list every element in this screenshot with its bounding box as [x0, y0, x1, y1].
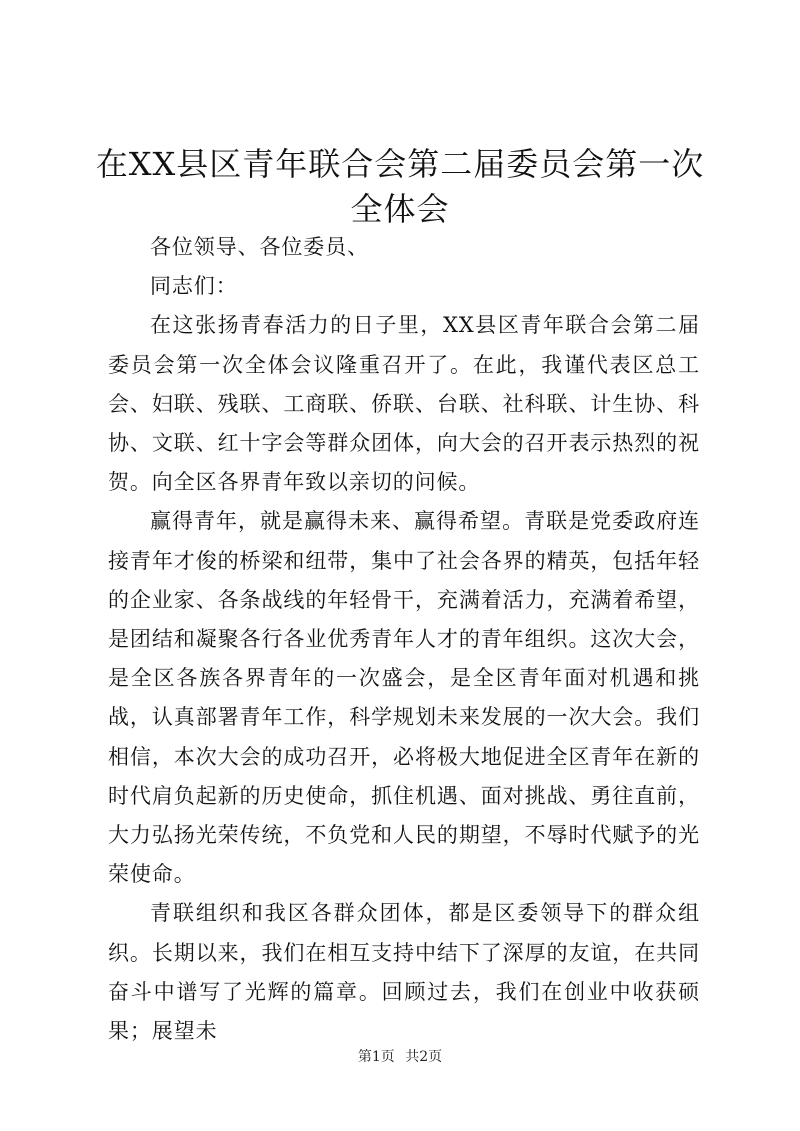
page-footer	[0, 1046, 800, 1066]
body-paragraph: 赢得青年，就是赢得未来、赢得希望。青联是党委政府连接青年才俊的桥梁和纽带，集中了社会各界的精英，包括年轻的企业家、各条战线的年轻骨干，充满着活力，充满着希望，是团结和凝聚各行各业优秀青年人才的青年组织。这次大会，是全区各族各界青年的一次盛会，是全区青年面对机遇和挑战，认真部署青年工作，科学规划未来发展的一次大会。我们相信，本次大会的成功召开，必将极大地促进全区青年在新的时代肩负起新的历史使命，抓住机遇、面对挑战、勇往直前，大力弘扬光荣传统，不负党和人民的期望，不辱时代赋予的光荣使命。	[108, 509, 700, 887]
document-body	[108, 228, 700, 1051]
body-paragraph: 在这张扬青春活力的日子里，XX县区青年联合会第二届委员会第一次全体会议隆重召开了。在此，我谨代表区总工会、妇联、残联、工商联、侨联、台联、社科联、计生协、科协、文联、红十字会等群众团体，向大会的召开表示热烈的祝贺。向全区各界青年致以亲切的问候。	[108, 313, 700, 495]
salutation-line: 同志们：	[150, 274, 238, 299]
document-title: 在XX县区青年联合会第二届委员会第一次全体会	[95, 145, 705, 228]
page-total: 共2页	[405, 1049, 443, 1065]
salutation-line: 各位领导、各位委员、	[150, 235, 369, 259]
body-paragraph: 青联组织和我区各群众团体，都是区委领导下的群众组织。长期以来，我们在相互支持中结下了深厚的友谊，在共同奋斗中谱写了光辉的篇章。回顾过去，我们在创业中收获硕果；展望未	[108, 901, 700, 1044]
page-number: 第1页	[357, 1049, 395, 1065]
